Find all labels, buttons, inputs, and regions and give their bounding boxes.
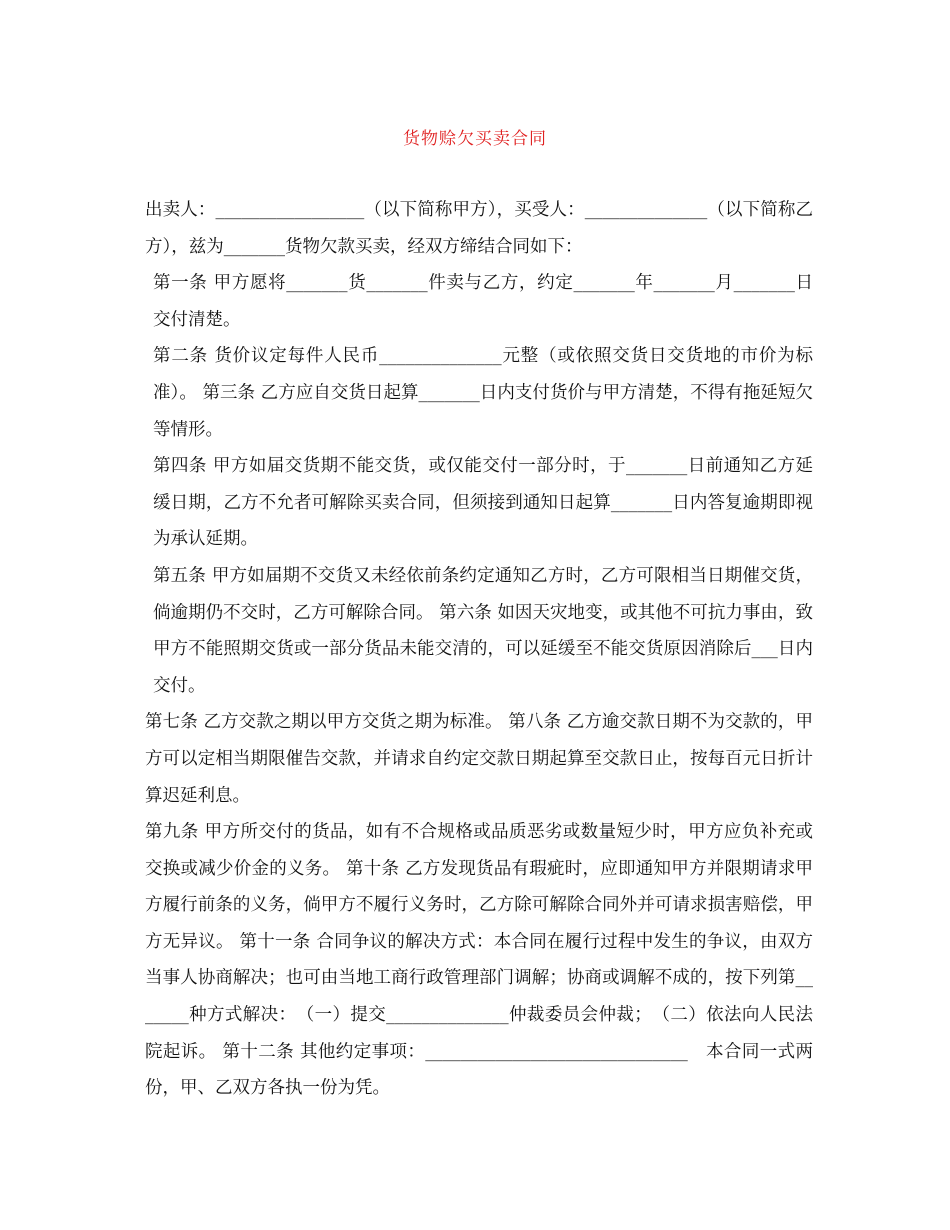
paragraph-article-5-6: 第五条 甲方如届期不交货又未经依前条约定通知乙方时，乙方可限相当日期催交货，倘逾期仍不交时，乙方可解除合同。 第六条 如因天灾地变，或其他不可抗力事由，致甲方不能照期交货或一部分货品未能交清的，可以延缓至不能交货原因消除后___日内交付。 xyxy=(153,565,813,696)
paragraph-article-4: 第四条 甲方如届交货期不能交货，或仅能交付一部分时，于_______日前通知乙方延缓日期，乙方不允者可解除买卖合同，但须接到通知日起算_______日内答复逾期即视为承认延期。 xyxy=(153,456,813,550)
paragraph-article-7-8: 第七条 乙方交款之期以甲方交货之期为标准。 第八条 乙方逾交款日期不为交款的，甲方可以定相当期限催告交款，并请求自约定交款日期起算至交款日止，按每百元日折计算迟延利息。 xyxy=(145,712,813,806)
paragraph-parties: 出卖人：_________________（以下简称甲方），买受人：______________（以下简称乙方），兹为_______货物欠款买卖，经双方缔结合同如下： xyxy=(145,200,813,257)
document-body xyxy=(145,192,813,1107)
paragraph-article-1: 第一条 甲方愿将_______货_______件卖与乙方，约定_______年_______月_______日交付清楚。 xyxy=(153,273,813,330)
paragraph-article-9-12: 第九条 甲方所交付的货品，如有不合规格或品质恶劣或数量短少时，甲方应负补充或交换或减少价金的义务。 第十条 乙方发现货品有瑕疵时，应即通知甲方并限期请求甲方履行前条的义务，倘甲方不履行义务时，乙方除可解除合同外并可请求损害赔偿，甲方无异议。 第十一条 合同争议的解决方式：本合同在履行过程中发生的争议，由双方当事人协商解决；也可由当地工商行政管理部门调解；协商或调解不成的，按下列第_______种方式解决： （一）提交______________仲裁委员会仲裁； （二）依法向人民法院起诉。 第十二条 其他约定事项：______________________________ 本合同一式两份，甲、乙双方各执一份为凭。 xyxy=(145,822,813,1099)
paragraph-article-2-3: 第二条 货价议定每件人民币______________元整（或依照交货日交货地的市价为标准）。 第三条 乙方应自交货日起算_______日内支付货价与甲方清楚，不得有拖延短欠等情形。 xyxy=(153,346,813,440)
document-title: 货物赊欠买卖合同 xyxy=(403,129,547,149)
